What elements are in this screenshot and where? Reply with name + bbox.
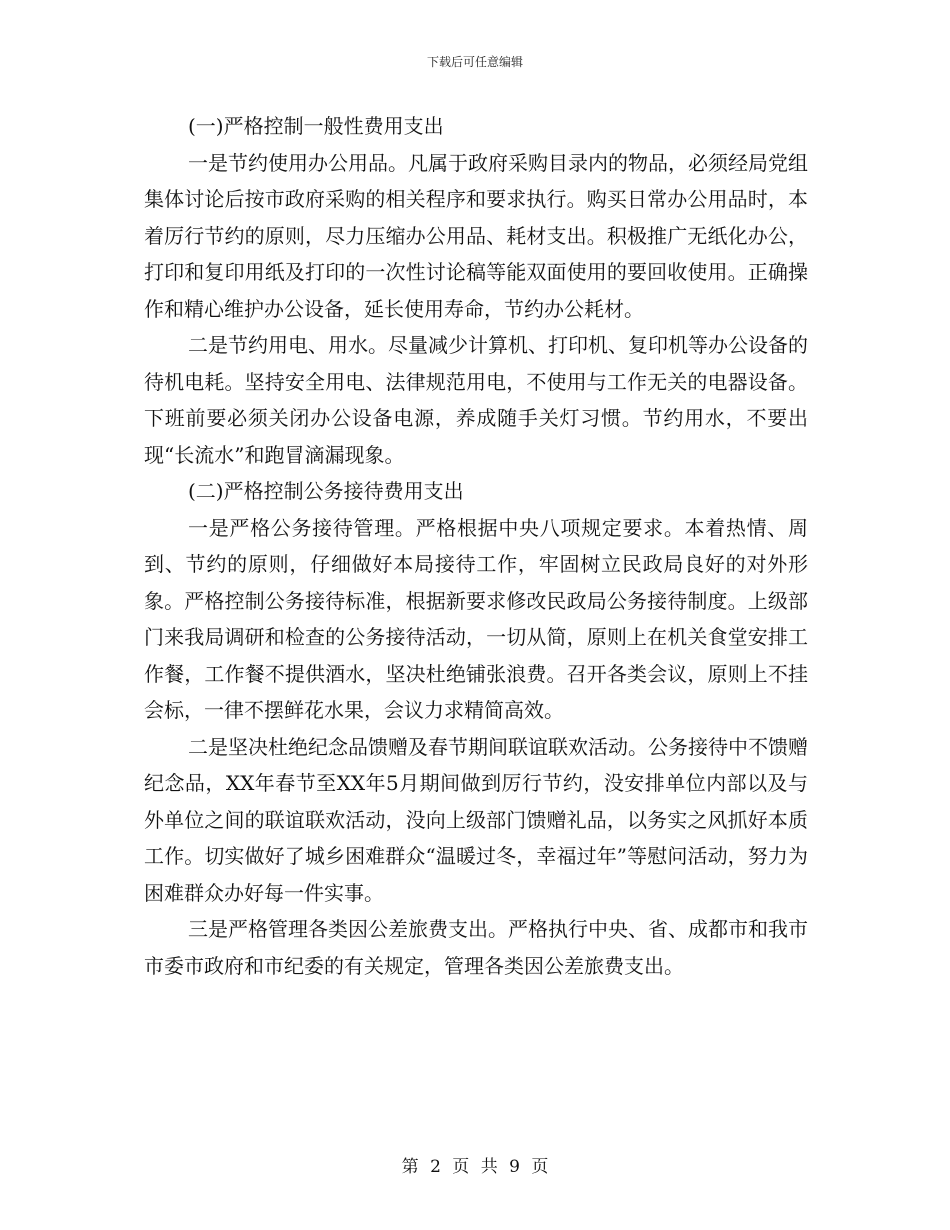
paragraph-souvenir-gifts: 二是坚决杜绝纪念品馈赠及春节期间联谊联欢活动。公务接待中不馈赠纪念品，XX年春节至XX年5月期间做到厉行节约，没安排单位内部以及与外单位之间的联谊联欢活动，没向上级部门馈赠礼品，以务实之风抓好本质工作。切实做好了城乡困难群众“温暖过冬，幸福过年”等慰问活动，努力为困难群众办好每一件实事。	[144, 734, 808, 905]
paragraph-travel-expenses: 三是严格管理各类因公差旅费支出。严格执行中央、省、成都市和我市市委市政府和市纪委的有关规定，管理各类因公差旅费支出。	[144, 917, 808, 978]
page-number: 第 2 页 共 9 页	[401, 1157, 549, 1177]
paragraph-electricity-water: 二是节约用电、用水。尽量减少计算机、打印机、复印机等办公设备的待机电耗。坚持安全用电、法律规范用电，不使用与工作无关的电器设备。下班前要必须关闭办公设备电源，养成随手关灯习惯。节约用水，不要出现“长流水”和跑冒滴漏现象。	[144, 333, 808, 467]
page-header: 下载后可任意编辑	[426, 55, 523, 69]
document-body	[144, 108, 808, 984]
section-heading-2: (二)严格控制公务接待费用支出	[188, 479, 464, 503]
section-heading-1: (一)严格控制一般性费用支出	[188, 114, 444, 138]
paragraph-reception-management: 一是严格公务接待管理。严格根据中央八项规定要求。本着热情、周到、节约的原则，仔细做好本局接待工作，牢固树立民政局良好的对外形象。严格控制公务接待标准，根据新要求修改民政局公务接待制度。上级部门来我局调研和检查的公务接待活动，一切从简，原则上在机关食堂安排工作餐，工作餐不提供酒水，坚决杜绝铺张浪费。召开各类会议，原则上不挂会标，一律不摆鲜花水果，会议力求精简高效。	[144, 515, 808, 722]
paragraph-office-supplies: 一是节约使用办公用品。凡属于政府采购目录内的物品，必须经局党组集体讨论后按市政府采购的相关程序和要求执行。购买日常办公用品时，本着厉行节约的原则，尽力压缩办公用品、耗材支出。积极推广无纸化办公，打印和复印用纸及打印的一次性讨论稿等能双面使用的要回收使用。正确操作和精心维护办公设备，延长使用寿命，节约办公耗材。	[144, 150, 808, 321]
